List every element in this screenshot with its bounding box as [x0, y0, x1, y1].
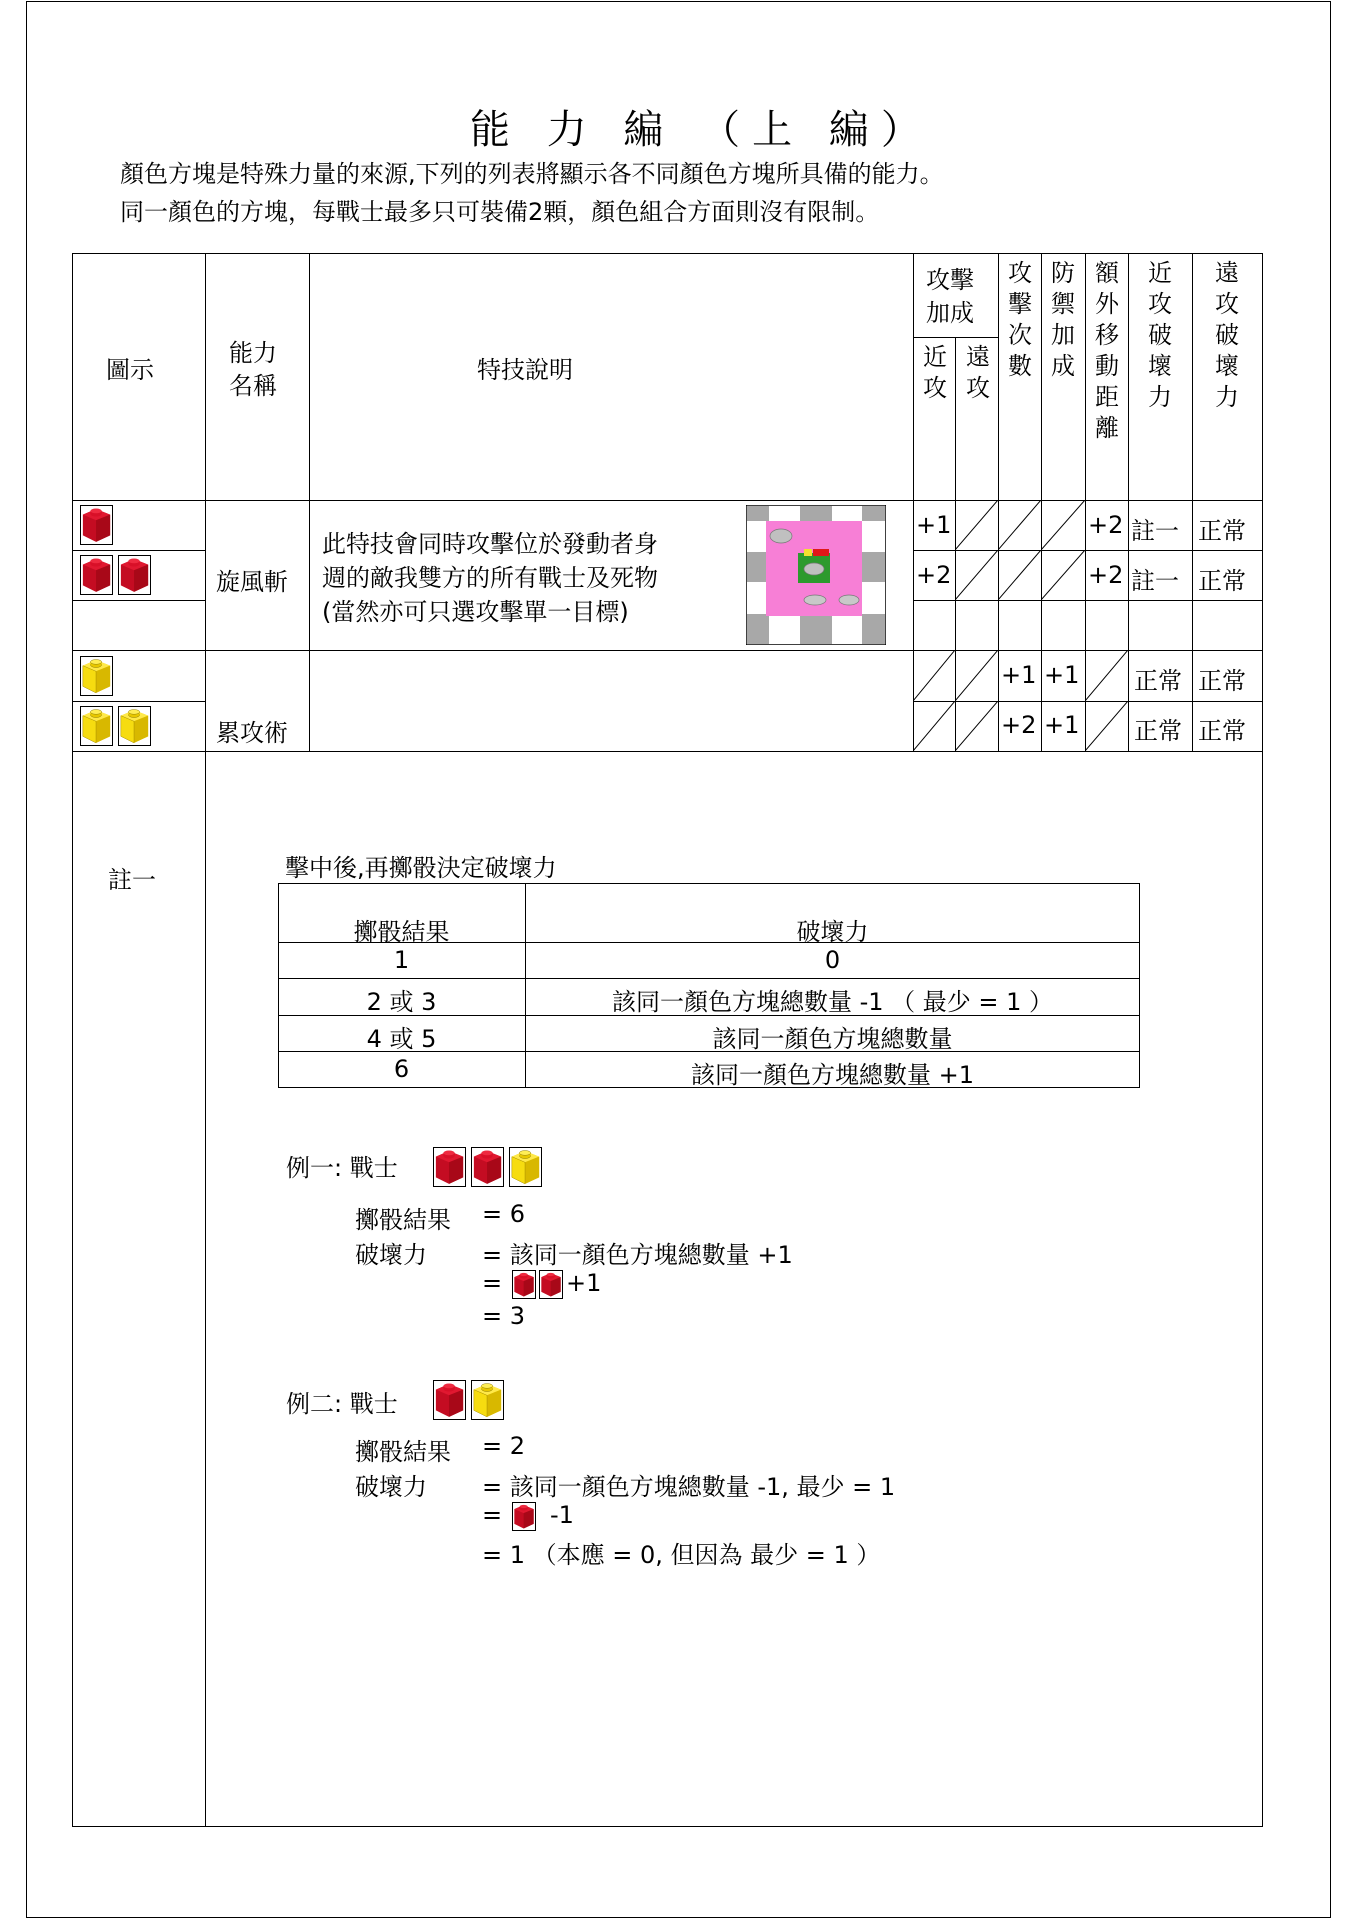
yellow-brick-icon [80, 656, 113, 696]
cell-ranged-destroy: 正常 [1198, 567, 1246, 595]
header-name-1: 能力 [229, 339, 277, 367]
ability-name-whirlwind: 旋風斬 [216, 568, 288, 596]
example2-power-line3: = 1 （本應 = 0, 但因為 最少 = 1 ） [482, 1541, 881, 1569]
red-brick-icon [471, 1147, 504, 1187]
yellow-brick-icon [509, 1147, 542, 1187]
dice-roll: 2 或 3 [366, 988, 437, 1016]
red-brick-icon [80, 555, 113, 595]
row-divider [72, 701, 205, 702]
cell-melee-destroy: 註一 [1131, 567, 1179, 595]
red-brick-icon [433, 1380, 466, 1420]
header-atk-count: 攻 擊 次 數 [1008, 259, 1032, 380]
header-name-2: 名稱 [229, 372, 277, 400]
red-brick-icon [539, 1270, 563, 1299]
dice-roll: 1 [393, 946, 410, 974]
cell-empty-slash [913, 650, 955, 701]
header-ranged: 遠 攻 [966, 343, 990, 402]
intro-line-2: 同一顏色的方塊，每戰士最多只可裝備2顆，顏色組合方面則沒有限制。 [120, 198, 880, 226]
cell-melee-destroy: 正常 [1134, 667, 1182, 695]
example1-label: 例一: 戰士 [286, 1154, 398, 1182]
dice-power: 該同一顏色方塊總數量 [712, 1025, 953, 1053]
dice-power: 該同一顏色方塊總數量 +1 [690, 1061, 974, 1089]
row-divider [72, 600, 205, 601]
row-divider [278, 978, 1140, 979]
header-melee: 近 攻 [923, 343, 947, 402]
whirlwind-area-diagram [746, 505, 886, 645]
cell-empty-slash [1041, 500, 1085, 550]
header-melee-destroy: 近 攻 破 壞 力 [1148, 259, 1172, 411]
yellow-brick-icon [80, 706, 113, 746]
desc-line-1: 此特技會同時攻擊位於發動者身 [322, 530, 658, 558]
header-desc: 特技說明 [477, 356, 573, 384]
example2-roll-label: 擲骰結果 [355, 1438, 451, 1466]
header-atk-bonus-2: 加成 [926, 299, 974, 327]
header-atk-bonus-1: 攻擊 [926, 266, 974, 294]
cell-empty-slash [1041, 550, 1085, 600]
cell-empty-slash [955, 550, 998, 600]
example1-power-line1: = 該同一顏色方塊總數量 +1 [482, 1241, 793, 1269]
example1-roll-label: 擲骰結果 [355, 1206, 451, 1234]
note1-heading: 擊中後,再擲骰決定破壞力 [285, 854, 557, 882]
example2-power-suffix: -1 [550, 1501, 574, 1529]
header-ranged-destroy: 遠 攻 破 壞 力 [1215, 259, 1239, 411]
page-title: 能 力 編 （上 編） [470, 107, 933, 153]
dice-roll: 4 或 5 [366, 1025, 437, 1053]
cell-def-bonus: +1 [1044, 661, 1080, 689]
col-divider [309, 253, 310, 751]
example1-power-suffix: +1 [566, 1269, 602, 1297]
header-extra-move: 額 外 移 動 距 離 [1095, 259, 1119, 442]
header-def-bonus: 防 禦 加 成 [1051, 259, 1075, 380]
row-divider [72, 751, 1263, 752]
example2-power-label: 破壞力 [355, 1473, 427, 1501]
yellow-brick-icon [118, 706, 151, 746]
cell-melee-destroy: 註一 [1131, 517, 1179, 545]
red-brick-icon [118, 555, 151, 595]
cell-empty-slash [998, 500, 1041, 550]
cell-atk-count: +1 [1001, 661, 1037, 689]
cell-def-bonus: +1 [1044, 711, 1080, 739]
yellow-brick-icon [471, 1380, 504, 1420]
red-brick-icon [433, 1147, 466, 1187]
cell-empty-slash [955, 500, 998, 550]
intro-line-1: 顏色方塊是特殊力量的來源,下列的列表將顯示各不同顏色方塊所具備的能力。 [120, 160, 944, 188]
cell-empty-slash [955, 650, 998, 701]
cell-atk-count: +2 [1001, 711, 1037, 739]
col-divider [1192, 253, 1193, 751]
example1-power-line3: = 3 [482, 1302, 526, 1330]
dice-power: 0 [824, 946, 841, 974]
dice-header-roll: 擲骰結果 [353, 918, 450, 946]
cell-melee: +2 [916, 561, 952, 589]
header-icon: 圖示 [106, 356, 154, 384]
dice-roll: 6 [393, 1055, 410, 1083]
dice-header-power: 破壞力 [796, 918, 869, 946]
cell-ranged-destroy: 正常 [1198, 667, 1246, 695]
desc-line-2: 週的敵我雙方的所有戰士及死物 [322, 564, 658, 592]
desc-line-3: (當然亦可只選攻擊單一目標) [322, 598, 629, 626]
col-divider [1128, 253, 1129, 751]
row-divider [72, 550, 205, 551]
example2-roll-value: = 2 [482, 1432, 526, 1460]
cell-extra-move: +2 [1088, 561, 1124, 589]
ability-name-combo: 累攻術 [216, 719, 288, 747]
cell-empty-slash [955, 701, 998, 751]
row-divider [913, 600, 1263, 601]
note1-label: 註一 [108, 866, 156, 894]
example1-roll-value: = 6 [482, 1200, 526, 1228]
example2-power-eq: = [482, 1501, 503, 1529]
cell-melee-destroy: 正常 [1134, 717, 1182, 745]
cell-ranged-destroy: 正常 [1198, 517, 1246, 545]
cell-empty-slash [998, 550, 1041, 600]
example2-power-line1: = 該同一顏色方塊總數量 -1, 最少 = 1 [482, 1473, 896, 1501]
cell-empty-slash [1085, 701, 1128, 751]
red-brick-icon [512, 1502, 536, 1531]
red-brick-icon [512, 1270, 536, 1299]
cell-extra-move: +2 [1088, 511, 1124, 539]
cell-ranged-destroy: 正常 [1198, 717, 1246, 745]
cell-empty-slash [913, 701, 955, 751]
red-brick-icon [80, 505, 113, 545]
cell-empty-slash [1085, 650, 1128, 701]
dice-power: 該同一顏色方塊總數量 -1 （ 最少 = 1 ） [611, 988, 1054, 1016]
example1-power-label: 破壞力 [355, 1241, 427, 1269]
example2-label: 例二: 戰士 [286, 1390, 398, 1418]
cell-melee: +1 [916, 511, 952, 539]
col-divider [205, 253, 206, 1827]
example1-power-eq: = [482, 1269, 503, 1297]
